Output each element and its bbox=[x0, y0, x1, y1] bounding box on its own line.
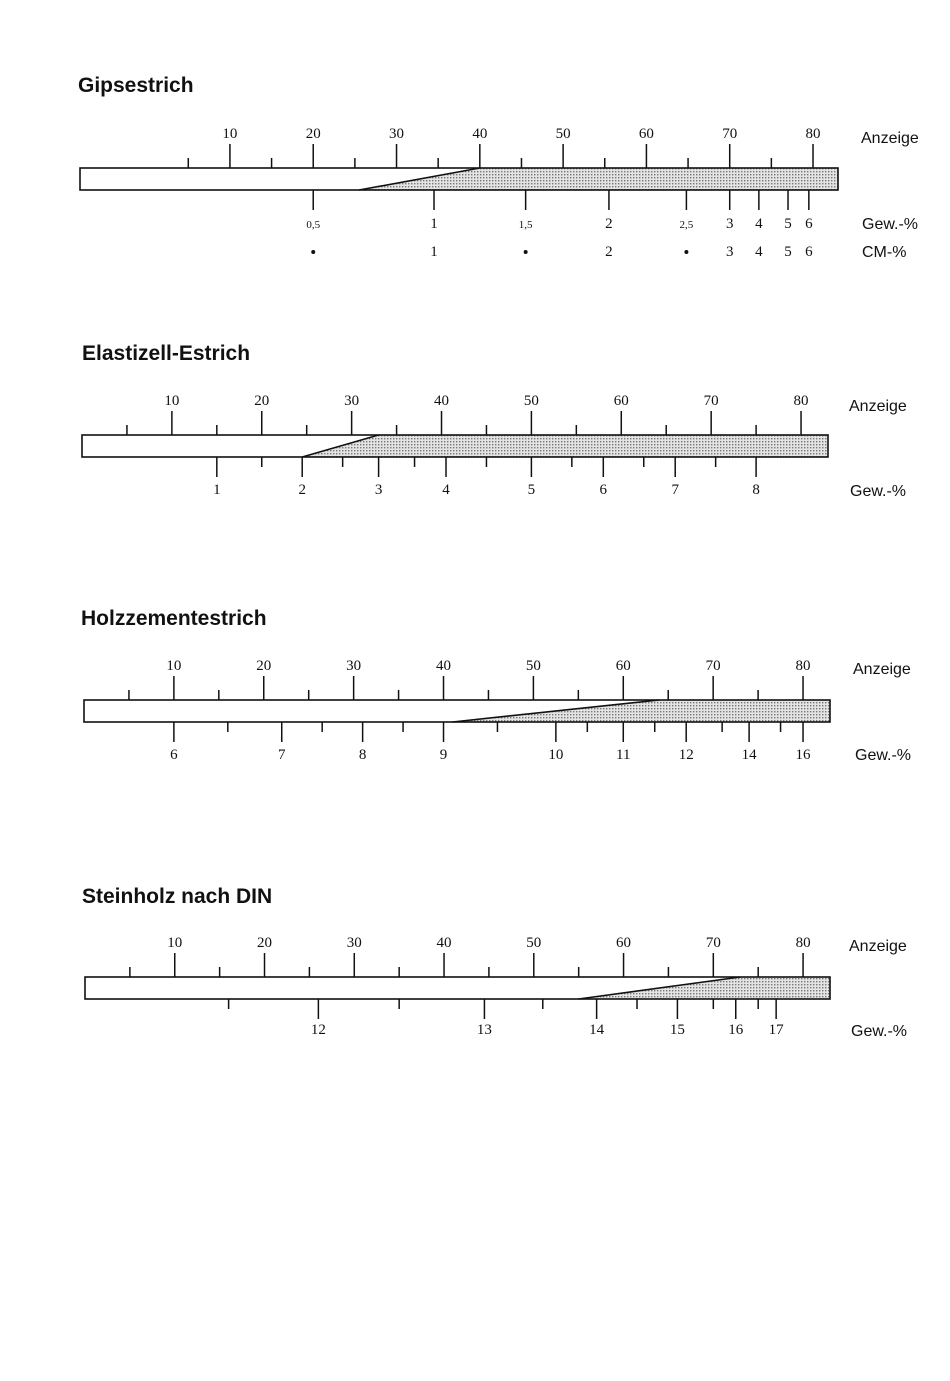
anzeige-tick-label: 30 bbox=[346, 935, 362, 951]
anzeige-tick-label: 10 bbox=[167, 935, 183, 951]
anzeige-tick-label: 30 bbox=[344, 393, 360, 409]
gew-tick-label: 17 bbox=[768, 1022, 784, 1038]
anzeige-tick-label: 10 bbox=[222, 126, 238, 142]
anzeige-tick-label: 20 bbox=[254, 393, 270, 409]
scale-holzzementestrich bbox=[81, 607, 911, 764]
cm-dot-label bbox=[524, 250, 528, 254]
anzeige-tick-label: 40 bbox=[436, 658, 452, 674]
scale-title: Elastizell-Estrich bbox=[82, 342, 251, 365]
gew-tick-label: 12 bbox=[678, 747, 694, 763]
anzeige-tick-label: 70 bbox=[705, 935, 721, 951]
scale-bar bbox=[82, 393, 828, 498]
gew-tick-label: 12 bbox=[310, 1022, 326, 1038]
gew-label: Gew.-% bbox=[862, 216, 919, 233]
gew-tick-label: 8 bbox=[358, 747, 367, 763]
anzeige-tick-label: 80 bbox=[805, 126, 821, 142]
gew-tick-label: 5 bbox=[784, 216, 792, 232]
anzeige-label: Anzeige bbox=[853, 661, 911, 678]
anzeige-tick-label: 50 bbox=[523, 393, 539, 409]
gew-tick-label: 3 bbox=[374, 482, 383, 498]
gew-tick-label: 16 bbox=[795, 747, 811, 763]
gew-tick-label: 6 bbox=[599, 482, 608, 498]
gew-tick-label: 1,5 bbox=[518, 219, 533, 231]
anzeige-tick-label: 10 bbox=[166, 658, 182, 674]
scale-title: Steinholz nach DIN bbox=[82, 885, 273, 908]
gew-tick-label: 13 bbox=[476, 1022, 492, 1038]
gew-tick-label: 5 bbox=[527, 482, 536, 498]
cm-tick-label: 3 bbox=[725, 244, 734, 260]
gew-tick-label: 6 bbox=[170, 747, 178, 763]
gew-tick-label: 11 bbox=[616, 747, 631, 763]
scale-gipsestrich bbox=[78, 74, 919, 261]
shaded-wedge bbox=[579, 977, 830, 999]
gew-tick-label: 7 bbox=[671, 482, 679, 498]
anzeige-tick-label: 80 bbox=[795, 658, 811, 674]
anzeige-tick-label: 30 bbox=[389, 126, 405, 142]
scale-elastizell-estrich bbox=[82, 342, 907, 500]
anzeige-tick-label: 30 bbox=[346, 658, 362, 674]
anzeige-tick-label: 80 bbox=[795, 935, 811, 951]
gew-tick-label: 9 bbox=[439, 747, 448, 763]
cm-tick-label: 6 bbox=[805, 244, 813, 260]
anzeige-tick-label: 60 bbox=[616, 935, 632, 951]
anzeige-tick-label: 60 bbox=[613, 393, 629, 409]
gew-tick-label: 2 bbox=[605, 216, 613, 232]
gew-tick-label: 0,5 bbox=[306, 219, 321, 231]
anzeige-tick-label: 40 bbox=[436, 935, 452, 951]
shaded-wedge bbox=[453, 700, 830, 722]
anzeige-tick-label: 70 bbox=[703, 393, 719, 409]
gew-tick-label: 14 bbox=[741, 747, 757, 763]
anzeige-tick-label: 70 bbox=[705, 658, 721, 674]
anzeige-tick-label: 50 bbox=[526, 935, 542, 951]
cm-dot-label bbox=[684, 250, 688, 254]
gew-label: Gew.-% bbox=[851, 1023, 908, 1040]
gew-tick-label: 16 bbox=[728, 1022, 744, 1038]
gew-tick-label: 1 bbox=[430, 216, 438, 232]
scale-title: Gipsestrich bbox=[78, 74, 194, 97]
anzeige-tick-label: 40 bbox=[472, 126, 488, 142]
gew-label: Gew.-% bbox=[855, 747, 912, 764]
anzeige-tick-label: 20 bbox=[257, 935, 273, 951]
gew-tick-label: 10 bbox=[548, 747, 564, 763]
gew-label: Gew.-% bbox=[850, 483, 907, 500]
cm-dot-label bbox=[311, 250, 315, 254]
anzeige-tick-label: 60 bbox=[615, 658, 631, 674]
anzeige-label: Anzeige bbox=[849, 938, 907, 955]
scale-bar bbox=[80, 126, 838, 260]
cm-tick-label: 4 bbox=[755, 244, 763, 260]
anzeige-tick-label: 20 bbox=[305, 126, 321, 142]
anzeige-tick-label: 50 bbox=[555, 126, 571, 142]
anzeige-tick-label: 80 bbox=[793, 393, 809, 409]
gew-tick-label: 8 bbox=[752, 482, 760, 498]
anzeige-tick-label: 20 bbox=[256, 658, 272, 674]
cm-tick-label: 5 bbox=[784, 244, 792, 260]
anzeige-tick-label: 70 bbox=[722, 126, 738, 142]
gew-tick-label: 3 bbox=[725, 216, 734, 232]
gew-tick-label: 4 bbox=[755, 216, 763, 232]
gew-tick-label: 14 bbox=[589, 1022, 605, 1038]
scale-bar bbox=[85, 935, 830, 1038]
gew-tick-label: 2,5 bbox=[679, 219, 694, 231]
anzeige-tick-label: 10 bbox=[164, 393, 180, 409]
gew-tick-label: 7 bbox=[277, 747, 286, 763]
anzeige-label: Anzeige bbox=[861, 130, 919, 147]
cm-label: CM-% bbox=[862, 244, 907, 261]
anzeige-label: Anzeige bbox=[849, 398, 907, 415]
gew-tick-label: 6 bbox=[805, 216, 813, 232]
scale-bar bbox=[84, 658, 830, 763]
anzeige-tick-label: 60 bbox=[638, 126, 654, 142]
gew-tick-label: 15 bbox=[669, 1022, 685, 1038]
shaded-wedge bbox=[359, 168, 838, 190]
gew-tick-label: 2 bbox=[298, 482, 306, 498]
anzeige-tick-label: 40 bbox=[434, 393, 450, 409]
gew-tick-label: 4 bbox=[442, 482, 450, 498]
shaded-wedge bbox=[302, 435, 828, 457]
cm-tick-label: 2 bbox=[605, 244, 613, 260]
anzeige-tick-label: 50 bbox=[525, 658, 541, 674]
gew-tick-label: 1 bbox=[213, 482, 221, 498]
scale-title: Holzzementestrich bbox=[81, 607, 267, 630]
cm-tick-label: 1 bbox=[430, 244, 438, 260]
scale-steinholz-nach-din bbox=[82, 885, 907, 1040]
